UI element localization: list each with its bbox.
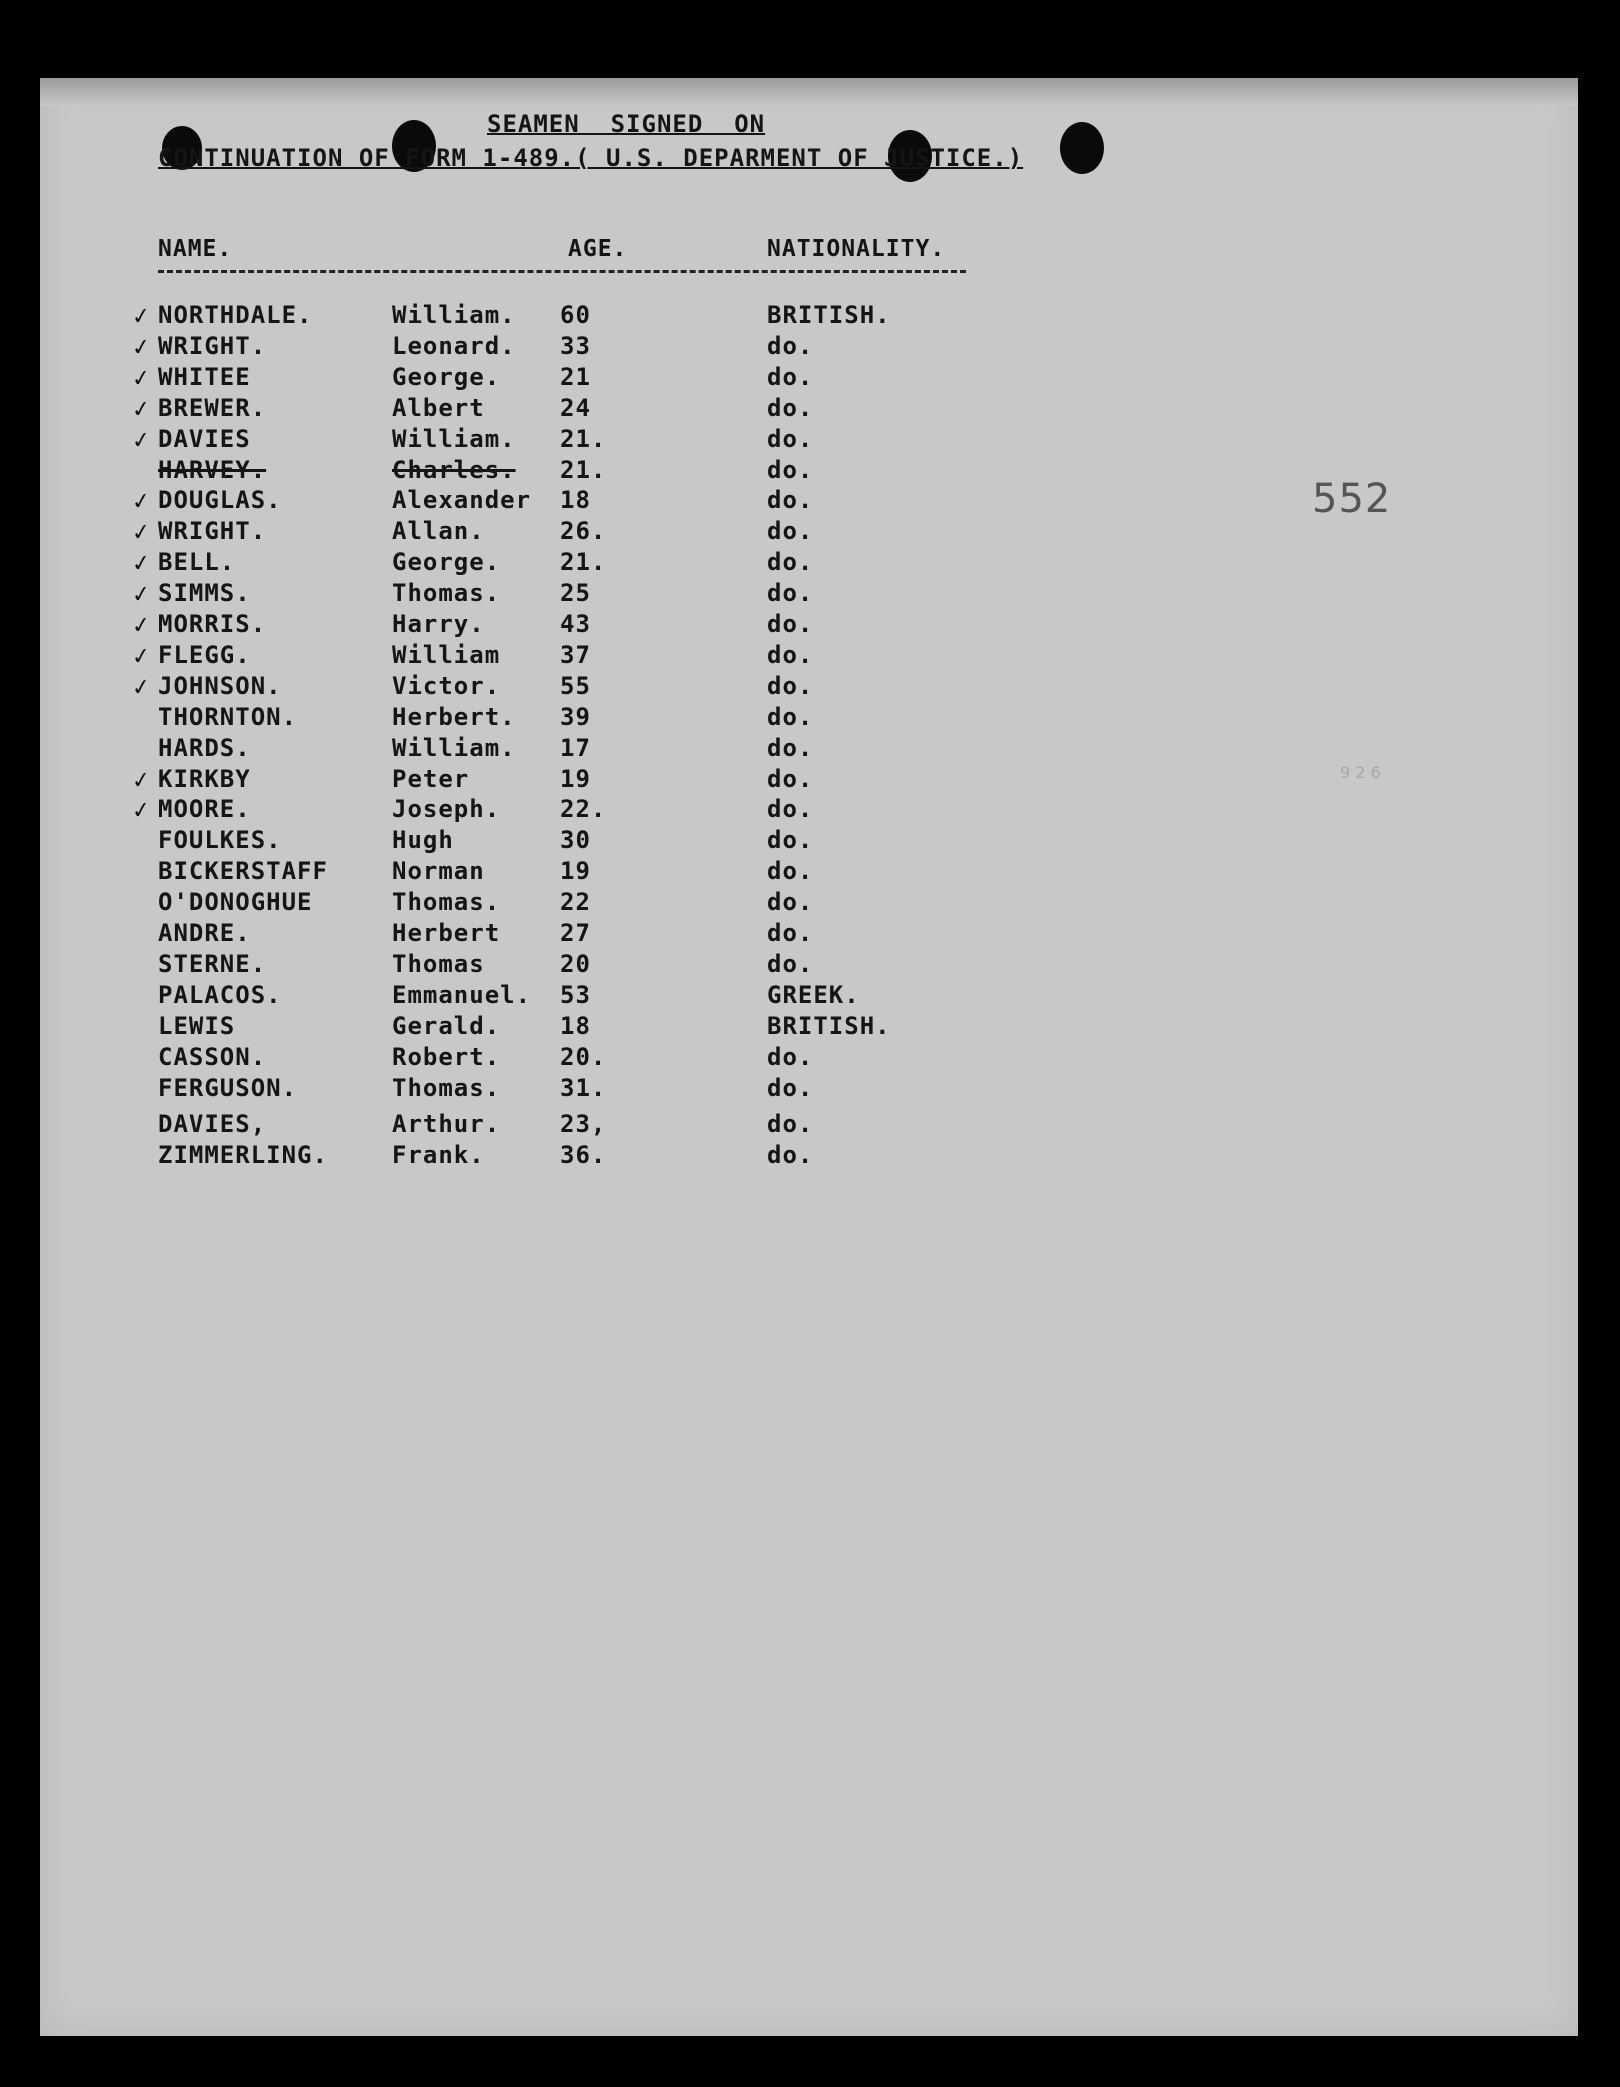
punch-hole xyxy=(1060,122,1104,174)
surname-cell: HARDS. xyxy=(158,733,251,762)
surname-cell: FERGUSON. xyxy=(158,1073,298,1102)
table-row xyxy=(40,456,1140,486)
check-mark-icon: ✓ xyxy=(130,547,152,580)
nationality-cell: do. xyxy=(767,579,814,608)
given-name-cell: George. xyxy=(392,362,501,391)
header-rule xyxy=(158,270,966,276)
age-cell: 21. xyxy=(560,455,607,484)
table-row xyxy=(40,1012,1140,1042)
table-row xyxy=(40,548,1140,578)
given-name-cell: Charles. xyxy=(392,455,516,484)
age-cell: 33 xyxy=(560,331,591,360)
table-row xyxy=(40,703,1140,733)
table-row xyxy=(40,301,1140,331)
age-cell: 43 xyxy=(560,610,591,638)
age-cell: 20. xyxy=(560,1042,607,1071)
age-cell: 55 xyxy=(560,671,591,700)
nationality-cell: do. xyxy=(767,517,814,546)
check-mark-icon: ✓ xyxy=(130,392,152,425)
table-row xyxy=(40,425,1140,455)
age-cell: 18 xyxy=(560,486,591,515)
nationality-cell: do. xyxy=(767,1141,814,1170)
nationality-cell: do. xyxy=(767,455,814,484)
surname-cell: PALACOS. xyxy=(158,980,282,1009)
given-name-cell: Emmanuel. xyxy=(392,980,532,1009)
age-cell: 25 xyxy=(560,579,591,608)
age-cell: 21. xyxy=(560,548,607,577)
nationality-cell: do. xyxy=(767,486,814,515)
table-row xyxy=(40,486,1140,516)
nationality-cell: do. xyxy=(767,640,814,669)
surname-cell: KIRKBY xyxy=(158,764,251,793)
page-number: 552 xyxy=(1312,476,1392,522)
column-header-nationality: NATIONALITY. xyxy=(767,236,946,262)
given-name-cell: Thomas. xyxy=(392,1073,501,1102)
age-cell: 30 xyxy=(560,826,591,855)
check-mark-icon: ✓ xyxy=(130,794,152,827)
document-sheet xyxy=(40,78,1578,2036)
given-name-cell: Harry. xyxy=(392,610,485,638)
check-mark-icon: ✓ xyxy=(130,608,152,642)
given-name-cell: William. xyxy=(392,301,516,329)
column-header-age: AGE. xyxy=(568,236,628,262)
sheet-top-edge xyxy=(40,78,1578,106)
nationality-cell: GREEK. xyxy=(767,980,860,1009)
nationality-cell: do. xyxy=(767,733,814,762)
surname-cell: JOHNSON. xyxy=(158,671,282,700)
given-name-cell: Arthur. xyxy=(392,1110,501,1139)
surname-cell: FOULKES. xyxy=(158,826,282,855)
surname-cell: HARVEY. xyxy=(158,455,267,484)
table-row xyxy=(40,517,1140,547)
check-mark-icon: ✓ xyxy=(130,516,152,549)
check-mark-icon: ✓ xyxy=(130,361,152,394)
surname-cell: FLEGG. xyxy=(158,640,251,669)
nationality-cell: do. xyxy=(767,949,814,978)
check-mark-icon: ✓ xyxy=(130,639,152,672)
surname-cell: DOUGLAS. xyxy=(158,486,282,515)
age-cell: 26. xyxy=(560,517,607,546)
table-row xyxy=(40,394,1140,424)
given-name-cell: Alexander xyxy=(392,486,532,515)
given-name-cell: Thomas. xyxy=(392,579,501,608)
table-row xyxy=(40,672,1140,702)
given-name-cell: Victor. xyxy=(392,671,501,700)
surname-cell: ANDRE. xyxy=(158,919,251,947)
table-row xyxy=(40,888,1140,918)
surname-cell: CASSON. xyxy=(158,1042,267,1071)
table-row xyxy=(40,981,1140,1011)
given-name-cell: Robert. xyxy=(392,1042,501,1071)
age-cell: 18 xyxy=(560,1011,591,1040)
table-row xyxy=(40,919,1140,949)
table-row xyxy=(40,1074,1140,1104)
age-cell: 19 xyxy=(560,857,591,886)
age-cell: 37 xyxy=(560,640,591,669)
nationality-cell: do. xyxy=(767,888,814,917)
nationality-cell: do. xyxy=(767,331,814,360)
nationality-cell: do. xyxy=(767,610,814,638)
age-cell: 27 xyxy=(560,919,591,947)
surname-cell: BICKERSTAFF xyxy=(158,857,328,886)
given-name-cell: William. xyxy=(392,733,516,762)
table-row xyxy=(40,1141,1140,1171)
given-name-cell: Gerald. xyxy=(392,1011,501,1040)
given-name-cell: Herbert. xyxy=(392,702,516,731)
header-subtitle: CONTINUATION OF FORM 1-489.( U.S. DEPARMENT OF JUSTICE.) xyxy=(158,144,1024,172)
given-name-cell: Thomas xyxy=(392,949,485,978)
surname-cell: O'DONOGHUE xyxy=(158,888,313,917)
table-row xyxy=(40,734,1140,764)
given-name-cell: Peter xyxy=(392,764,470,793)
age-cell: 53 xyxy=(560,980,591,1009)
given-name-cell: Herbert xyxy=(392,919,501,947)
column-header-name: NAME. xyxy=(158,236,233,262)
given-name-cell: Joseph. xyxy=(392,795,501,824)
nationality-cell: do. xyxy=(767,826,814,855)
check-mark-icon: ✓ xyxy=(130,763,152,796)
age-cell: 21. xyxy=(560,424,607,453)
surname-cell: THORNTON. xyxy=(158,702,298,731)
table-row xyxy=(40,765,1140,795)
given-name-cell: William xyxy=(392,640,501,669)
header-title: SEAMEN SIGNED ON xyxy=(487,110,766,138)
nationality-cell: do. xyxy=(767,702,814,731)
surname-cell: BELL. xyxy=(158,548,236,577)
table-row xyxy=(40,826,1140,856)
age-cell: 39 xyxy=(560,702,591,731)
check-mark-icon: ✓ xyxy=(130,299,152,333)
table-row xyxy=(40,950,1140,980)
given-name-cell: George. xyxy=(392,548,501,577)
surname-cell: SIMMS. xyxy=(158,579,251,608)
check-mark-icon: ✓ xyxy=(130,485,152,518)
nationality-cell: do. xyxy=(767,671,814,700)
nationality-cell: BRITISH. xyxy=(767,1011,891,1040)
age-cell: 20 xyxy=(560,949,591,978)
given-name-cell: Thomas. xyxy=(392,888,501,917)
given-name-cell: Leonard. xyxy=(392,331,516,360)
nationality-cell: do. xyxy=(767,919,814,947)
table-row xyxy=(40,610,1140,640)
age-cell: 21 xyxy=(560,362,591,391)
nationality-cell: do. xyxy=(767,548,814,577)
table-row xyxy=(40,363,1140,393)
age-cell: 36. xyxy=(560,1141,607,1170)
check-mark-icon: ✓ xyxy=(130,578,152,611)
given-name-cell: Allan. xyxy=(392,517,485,546)
check-mark-icon: ✓ xyxy=(130,330,152,363)
nationality-cell: do. xyxy=(767,1042,814,1071)
given-name-cell: William. xyxy=(392,424,516,453)
given-name-cell: Hugh xyxy=(392,826,454,855)
surname-cell: LEWIS xyxy=(158,1011,236,1040)
surname-cell: WRIGHT. xyxy=(158,517,267,546)
surname-cell: STERNE. xyxy=(158,949,267,978)
table-row xyxy=(40,857,1140,887)
surname-cell: WRIGHT. xyxy=(158,331,267,360)
age-cell: 22 xyxy=(560,888,591,917)
age-cell: 22. xyxy=(560,795,607,824)
surname-cell: MOORE. xyxy=(158,795,251,824)
table-row xyxy=(40,1110,1140,1140)
table-row xyxy=(40,1043,1140,1073)
surname-cell: DAVIES, xyxy=(158,1110,267,1139)
nationality-cell: do. xyxy=(767,764,814,793)
nationality-cell: do. xyxy=(767,362,814,391)
nationality-cell: do. xyxy=(767,424,814,453)
given-name-cell: Norman xyxy=(392,857,485,886)
given-name-cell: Frank. xyxy=(392,1141,485,1170)
age-cell: 60 xyxy=(560,301,591,329)
surname-cell: ZIMMERLING. xyxy=(158,1141,328,1170)
age-cell: 17 xyxy=(560,733,591,762)
age-cell: 31. xyxy=(560,1073,607,1102)
table-row xyxy=(40,641,1140,671)
nationality-cell: do. xyxy=(767,857,814,886)
age-cell: 24 xyxy=(560,393,591,422)
table-row xyxy=(40,332,1140,362)
age-cell: 23, xyxy=(560,1110,607,1139)
nationality-cell: BRITISH. xyxy=(767,301,891,329)
table-row xyxy=(40,579,1140,609)
nationality-cell: do. xyxy=(767,795,814,824)
surname-cell: NORTHDALE. xyxy=(158,301,313,329)
nationality-cell: do. xyxy=(767,1073,814,1102)
surname-cell: MORRIS. xyxy=(158,610,267,638)
table-row xyxy=(40,795,1140,825)
pencil-note: 9 2 6 xyxy=(1340,763,1381,782)
check-mark-icon: ✓ xyxy=(130,670,152,703)
surname-cell: BREWER. xyxy=(158,393,267,422)
nationality-cell: do. xyxy=(767,393,814,422)
check-mark-icon: ✓ xyxy=(130,423,152,456)
surname-cell: DAVIES xyxy=(158,424,251,453)
nationality-cell: do. xyxy=(767,1110,814,1139)
surname-cell: WHITEE xyxy=(158,362,251,391)
given-name-cell: Albert xyxy=(392,393,485,422)
age-cell: 19 xyxy=(560,764,591,793)
